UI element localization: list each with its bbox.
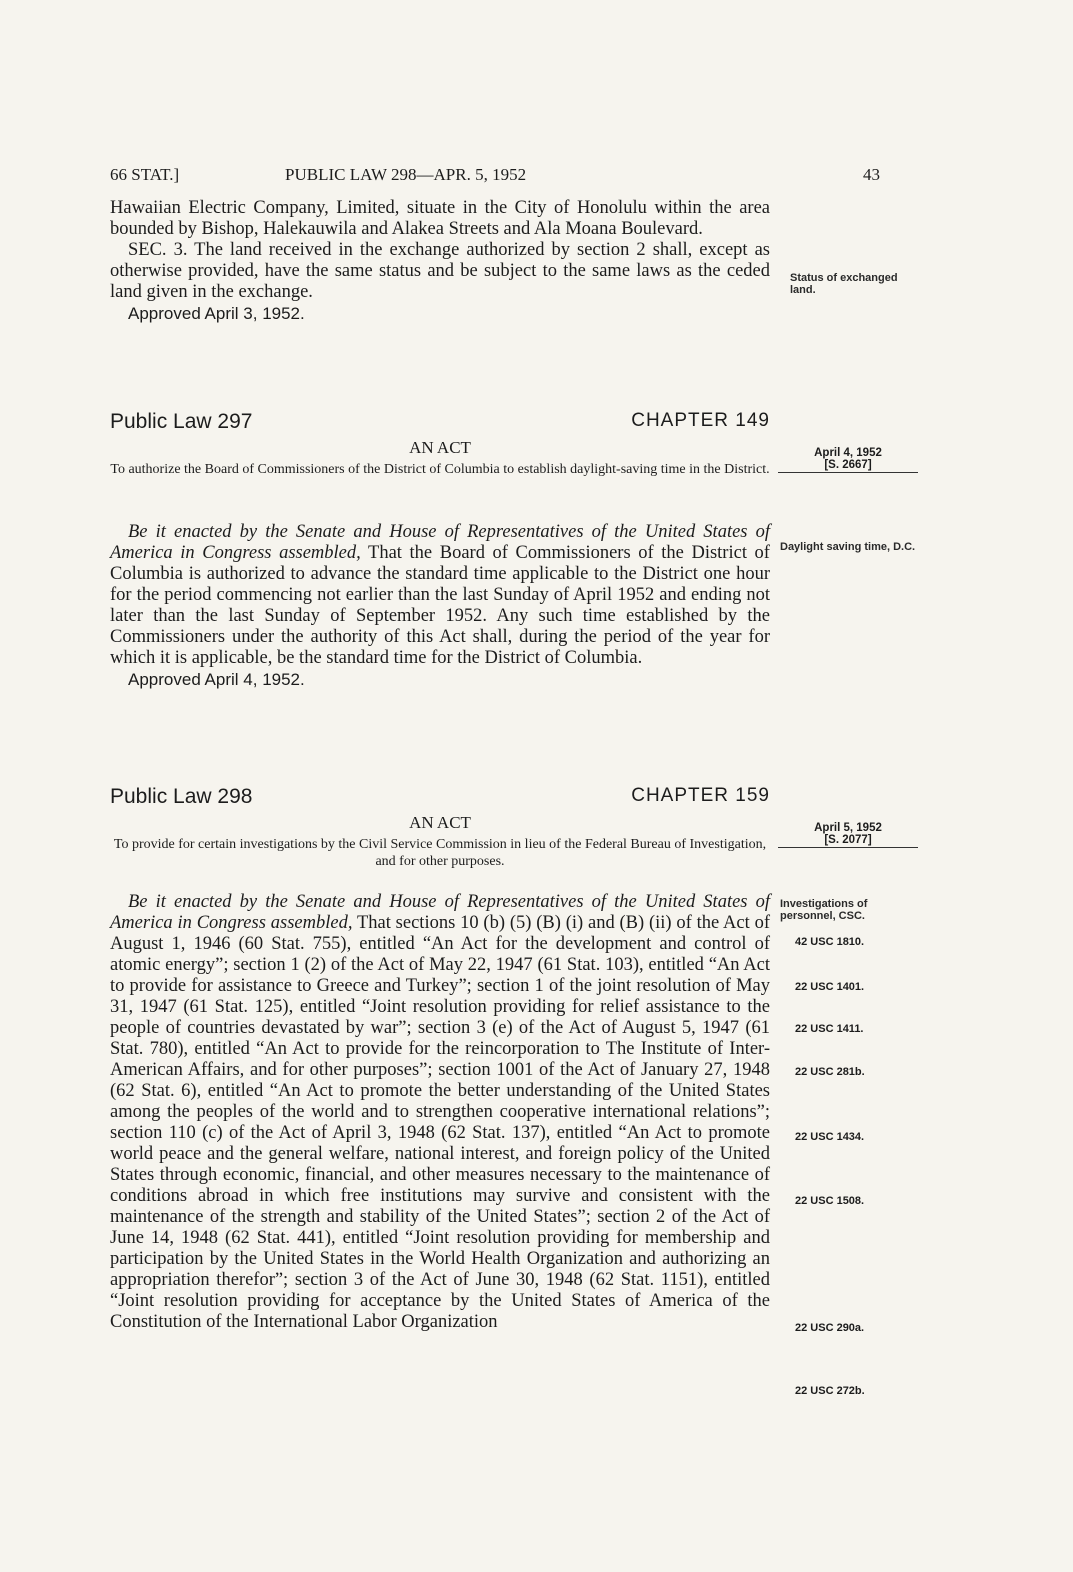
hawaiian-paragraph: Hawaiian Electric Company, Limited, situate in the City of Honolulu within the area bounded by Bishop, Halekauwila and Alakea Streets and Ala Moana Boulevard. <box>110 198 770 239</box>
law297-date: April 4, 1952 <box>814 447 882 459</box>
usc-ref: 22 USC 281b. <box>795 1066 865 1078</box>
approved-april-4: Approved April 4, 1952. <box>128 670 305 689</box>
law297-number: Public Law 297 <box>110 410 253 433</box>
law297-body <box>110 522 770 690</box>
approved-april-3: Approved April 3, 1952. <box>128 304 305 323</box>
section-3-paragraph: SEC. 3. The land received in the exchange authorized by section 2 shall, except as otherwise provided, have the same status and be subject to the same laws as the ceded land given in the exchange. <box>110 240 770 302</box>
margin-note-daylight: Daylight saving time, D.C. <box>780 541 916 553</box>
law298-bill: [S. 2077] <box>824 834 872 846</box>
law298-number: Public Law 298 <box>110 785 253 808</box>
law297-enacting-clause: Be it enacted by the Senate and House of Representatives of the United States of America in Congress assembled, <box>110 522 770 563</box>
law297-heading <box>110 410 770 438</box>
usc-ref: 22 USC 272b. <box>795 1385 865 1397</box>
law297-bill: [S. 2667] <box>824 459 872 471</box>
law298-heading <box>110 785 770 813</box>
law297-rule <box>778 472 918 473</box>
usc-ref: 22 USC 290a. <box>795 1322 865 1334</box>
law297-an-act: AN ACT <box>409 438 471 457</box>
law298-purpose: To provide for certain investigations by the Civil Service Commission in lieu of the Federal Bureau of Investigation, and for other purposes. <box>113 837 767 869</box>
law297-date-note <box>778 447 918 473</box>
law298-enacting-clause: Be it enacted by the Senate and House of Representatives of the United States of America in Congress assembled, <box>110 892 770 933</box>
page-number: 43 <box>863 165 880 184</box>
law298-chapter: CHAPTER 159 <box>631 785 770 806</box>
running-header <box>110 165 880 189</box>
margin-note-status: Status of exchanged land. <box>790 272 898 296</box>
law297-chapter: CHAPTER 149 <box>631 410 770 431</box>
law298-text: That sections 10 (b) (5) (B) (i) and (B) (ii) of the Act of August 1, 1946 (60 Stat. 755), entitled “An Act for the development and control of atomic energy”; section 1 (2) of the Act of May 22, 1947 (61 Stat. 103), entitled “An Act to provide for assistance to Greece and Turkey”; section 1 of the joint resolution of May 31, 1947 (61 Stat. 125), entitled “Joint resolution providing for relief assistance to the people of countries devastated by war”; section 3 (e) of the Act of August 5, 1947 (61 Stat. 780), entitled “An Act to provide for the reincorporation to The Institute of Inter-American Affairs, and for other purposes”; section 1001 of the Act of January 27, 1948 (62 Stat. 6), entitled “An Act to promote the better understanding of the United States among the peoples of the world and to strengthen cooperative international relations”; section 110 (c) of the Act of April 3, 1948 (62 Stat. 137), entitled “An Act to promote world peace and the general welfare, national interest, and foreign policy of the United States through economic, financial, and other measures necessary to the maintenance of conditions abroad in which free institutions may survive and consistent with the maintenance of the strength and stability of the United States”; section 2 of the Act of June 14, 1948 (62 Stat. 441), entitled “Joint resolution providing for membership and participation by the United States in the World Health Organization and authorizing an appropriation therefor”; section 3 of the Act of June 30, 1948 (62 Stat. 1151), entitled “Joint resolution providing for acceptance by the United States of America of the Constitution of the International Labor Organization <box>110 913 770 1332</box>
header-title: PUBLIC LAW 298—APR. 5, 1952 <box>285 165 527 184</box>
margin-note-investigations: Investigations of personnel, CSC. <box>780 898 868 922</box>
law298-rule <box>778 847 918 848</box>
law298-body <box>110 892 770 1333</box>
usc-ref: 22 USC 1411. <box>795 1023 864 1035</box>
law297-text: That the Board of Commissioners of the District of Columbia is authorized to advance the standard time applicable to the District one hour for the period commencing not earlier than the last Sunday of April 1952 and ending not later than the last Sunday of September 1952. Any such time established by the Commissioners under the authority of this Act shall, during the period of the year for which it is applicable, be the standard time for the District of Columbia. <box>110 543 770 668</box>
usc-ref: 22 USC 1508. <box>795 1195 865 1207</box>
law298-date: April 5, 1952 <box>814 822 882 834</box>
law297-purpose: To authorize the Board of Commissioners of the District of Columbia to establish daylight-saving time in the District. <box>110 462 770 477</box>
stat-volume: 66 STAT.] <box>110 165 180 184</box>
usc-ref: 42 USC 1810. <box>795 936 865 948</box>
usc-ref: 22 USC 1401. <box>795 981 865 993</box>
law298-an-act: AN ACT <box>409 813 471 832</box>
usc-ref: 22 USC 1434. <box>795 1131 865 1143</box>
top-section <box>110 198 770 324</box>
law298-date-note <box>778 822 918 848</box>
